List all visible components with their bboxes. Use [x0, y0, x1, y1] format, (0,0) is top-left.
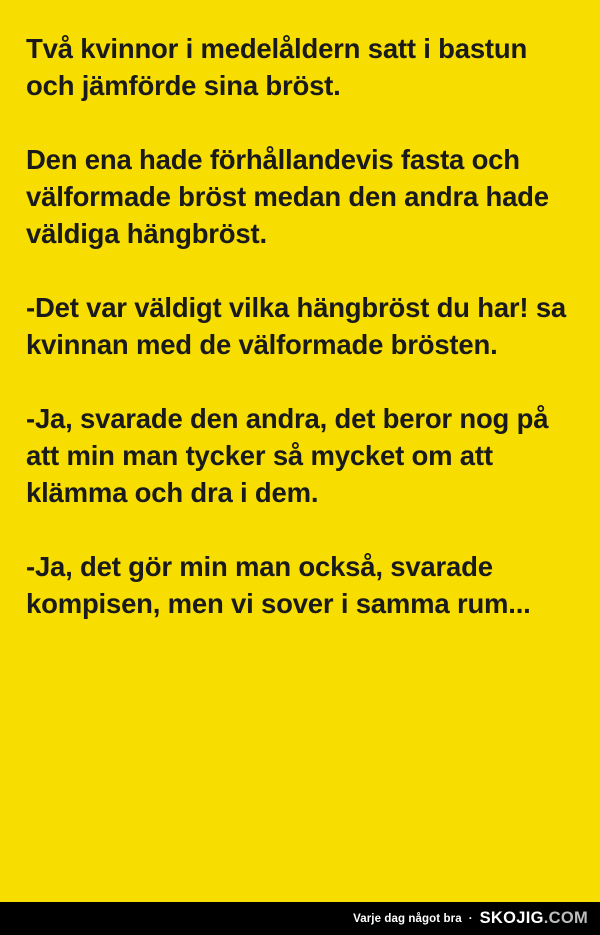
footer-watermark-bar	[0, 902, 600, 935]
joke-paragraph: -Ja, det gör min man också, svarade kompisen, men vi sover i samma rum...	[26, 551, 531, 619]
footer-brand-name: SKOJIG	[479, 909, 544, 927]
joke-paragraph: Två kvinnor i medelåldern satt i bastun och jämförde sina bröst.	[26, 33, 528, 101]
footer-separator: ·	[468, 912, 473, 925]
joke-text-block	[26, 30, 578, 622]
footer-brand-tld: .COM	[543, 909, 588, 927]
footer-tagline: Varje dag något bra	[353, 912, 462, 925]
joke-paragraph: -Ja, svarade den andra, det beror nog på att min man tycker så mycket om att klämma och dra i dem.	[26, 403, 549, 508]
joke-paragraph: -Det var väldigt vilka hängbröst du har! sa kvinnan med de välformade brösten.	[26, 292, 567, 360]
joke-paragraph: Den ena hade förhållandevis fasta och välformade bröst medan den andra hade väldiga hängbröst.	[26, 144, 549, 249]
